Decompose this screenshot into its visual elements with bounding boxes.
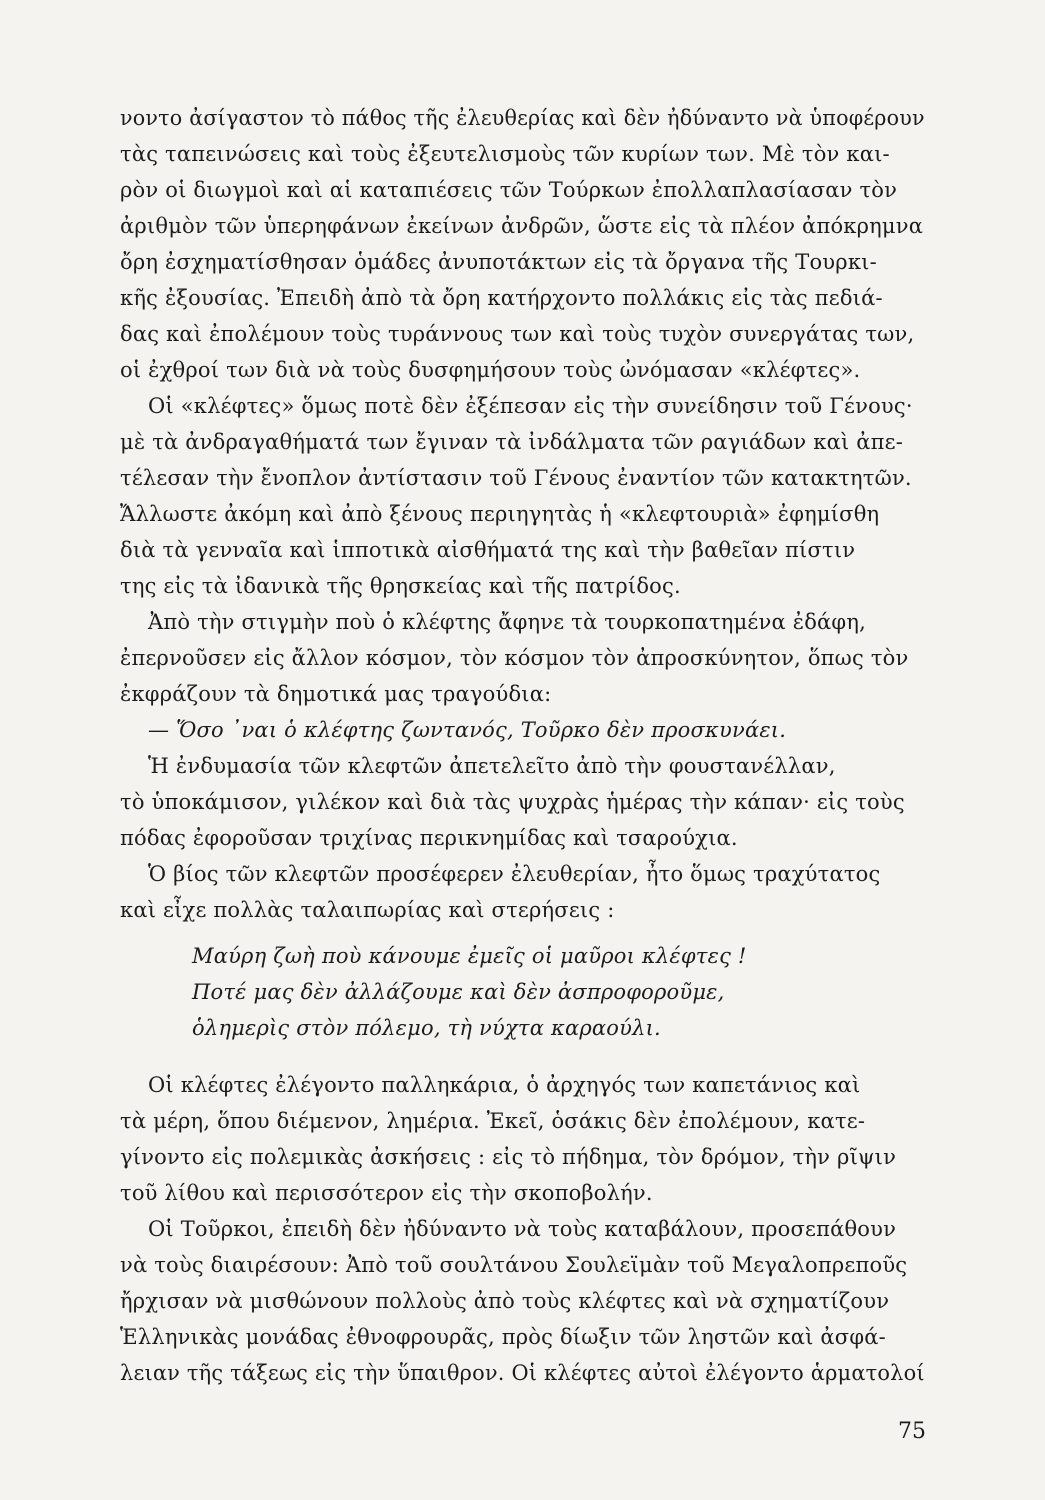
text-line: πόδας ἐφοροῦσαν τριχίνας περικνημίδας καὶ τσαρούχια. — [120, 826, 738, 850]
text-line: κῆς ἐξουσίας. Ἐπειδὴ ἀπὸ τὰ ὄρη κατήρχοντο πολλάκις εἰς τὰς πεδιά- — [120, 286, 883, 310]
text-line: ἐκφράζουν τὰ δημοτικά μας τραγούδια: — [120, 682, 552, 706]
text-line: Οἱ Τοῦρκοι, ἐπειδὴ δὲν ἠδύναντο νὰ τοὺς καταβάλουν, προσεπάθουν — [148, 1217, 897, 1241]
text-line: ἀριθμὸν τῶν ὑπερηφάνων ἐκείνων ἀνδρῶν, ὥστε εἰς τὰ πλέον ἀπόκρημνα — [120, 214, 924, 238]
page-number: 75 — [898, 1419, 926, 1444]
text-line: μὲ τὰ ἀνδραγαθήματά των ἔγιναν τὰ ἰνδάλματα τῶν ραγιάδων καὶ ἀπε- — [120, 430, 904, 454]
text-line: ρὸν οἱ διωγμοὶ καὶ αἱ καταπιέσεις τῶν Τούρκων ἐπολλαπλασίασαν τὸν — [120, 178, 898, 202]
text-line: ἐπερνοῦσεν εἰς ἄλλον κόσμον, τὸν κόσμον τὸν ἀπροσκύνητον, ὅπως τὸν — [120, 646, 909, 670]
text-line: Ἑλληνικὰς μονάδας ἐθνοφρουρᾶς, πρὸς δίωξιν τῶν ληστῶν καὶ ἀσφά- — [120, 1325, 886, 1349]
text-line: τέλεσαν τὴν ἔνοπλον ἀντίστασιν τοῦ Γένους ἐναντίον τῶν κατακτητῶν. — [120, 466, 912, 490]
text-line: τὸ ὑποκάμισον, γιλέκον καὶ διὰ τὰς ψυχρὰς ἡμέρας τὴν κάπαν· εἰς τοὺς — [120, 790, 905, 814]
text-line: Οἱ «κλέφτες» ὅμως ποτὲ δὲν ἐξέπεσαν εἰς τὴν συνείδησιν τοῦ Γένους· — [148, 394, 913, 418]
text-line: Οἱ κλέφτες ἐλέγοντο παλληκάρια, ὁ ἀρχηγός των καπετάνιος καὶ — [148, 1073, 861, 1097]
text-line: Ἡ ἐνδυμασία τῶν κλεφτῶν ἀπετελεῖτο ἀπὸ τὴν φουστανέλλαν, — [148, 754, 836, 778]
text-line: τοῦ λίθου καὶ περισσότερον εἰς τὴν σκοποβολήν. — [120, 1181, 653, 1205]
text-line: τὰ μέρη, ὅπου διέμενον, λημέρια. Ἐκεῖ, ὁσάκις δὲν ἐπολέμουν, κατε- — [120, 1109, 866, 1133]
text-line: γίνοντο εἰς πολεμικὰς ἀσκήσεις : εἰς τὸ πήδημα, τὸν δρόμον, τὴν ρῖψιν — [120, 1145, 897, 1169]
text-line: Ἀπὸ τὴν στιγμὴν ποὺ ὁ κλέφτης ἄφηνε τὰ τουρκοπατημένα ἐδάφη, — [148, 610, 866, 634]
text-line: ἤρχισαν νὰ μισθώνουν πολλοὺς ἀπὸ τοὺς κλέφτες καὶ νὰ σχηματίζουν — [120, 1289, 890, 1313]
text-line: νοντο ἀσίγαστον τὸ πάθος τῆς ἐλευθερίας καὶ δὲν ἠδύναντο νὰ ὑποφέρουν — [120, 106, 925, 130]
text-line: της εἰς τὰ ἰδανικὰ τῆς θρησκείας καὶ τῆς πατρίδος. — [120, 574, 681, 598]
text-line: Ὁ βίος τῶν κλεφτῶν προσέφερεν ἐλευθερίαν, ἦτο ὅμως τραχύτατος — [148, 862, 881, 886]
text-line: Ἄλλωστε ἀκόμη καὶ ἀπὸ ξένους περιηγητὰς ἡ «κλεφτουριὰ» ἐφημίσθη — [120, 502, 880, 526]
text-line: νὰ τοὺς διαιρέσουν: Ἀπὸ τοῦ σουλτάνου Σουλεϊμὰν τοῦ Μεγαλοπρεποῦς — [120, 1253, 908, 1277]
text-line: ὄρη ἐσχηματίσθησαν ὁμάδες ἀνυποτάκτων εἰς τὰ ὄργανα τῆς Τουρκι- — [120, 250, 877, 274]
text-line: διὰ τὰ γενναῖα καὶ ἱπποτικὰ αἰσθήματά της καὶ τὴν βαθεῖαν πίστιν — [120, 538, 856, 562]
text-line: τὰς ταπεινώσεις καὶ τοὺς ἐξευτελισμοὺς τῶν κυρίων των. Μὲ τὸν και- — [120, 142, 890, 166]
poem-line: Ποτέ μας δὲν ἀλλάζουμε καὶ δὲν ἀσπροφοροῦμε, — [192, 980, 725, 1004]
text-line: δας καὶ ἐπολέμουν τοὺς τυράννους των καὶ τοὺς τυχὸν συνεργάτας των, — [120, 322, 915, 346]
text-line: λειαν τῆς τάξεως εἰς τὴν ὕπαιθρον. Οἱ κλέφτες αὐτοὶ ἐλέγοντο ἁρματολοί — [120, 1361, 925, 1385]
quoted-verse-line: — Ὅσο ᾽ναι ὁ κλέφτης ζωντανός, Τοῦρκο δὲν προσκυνάει. — [148, 718, 787, 742]
text-line: οἱ ἐχθροί των διὰ νὰ τοὺς δυσφημήσουν τοὺς ὠνόμασαν «κλέφτες». — [120, 358, 861, 382]
text-line: καὶ εἶχε πολλὰς ταλαιπωρίας καὶ στερήσεις : — [120, 898, 615, 922]
poem-line: ὁλημερὶς στὸν πόλεμο, τὴ νύχτα καραούλι. — [192, 1016, 661, 1040]
poem-line: Μαύρη ζωὴ ποὺ κάνουμε ἐμεῖς οἱ μαῦροι κλέφτες ! — [192, 944, 747, 968]
